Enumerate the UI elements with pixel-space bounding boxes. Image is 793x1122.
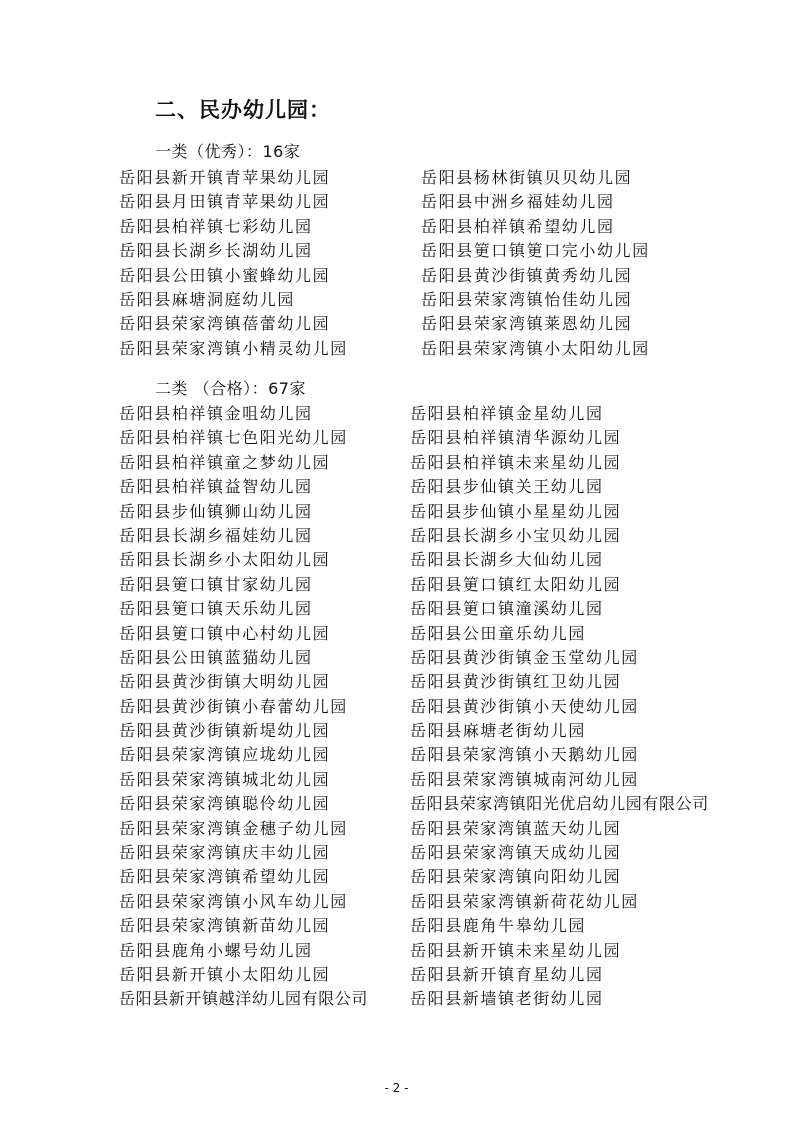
list-item: 岳阳县荣家湾镇天成幼儿园 <box>410 843 622 863</box>
list-item: 岳阳县新开镇小太阳幼儿园 <box>119 964 331 984</box>
list-item: 岳阳县柏祥镇希望幼儿园 <box>421 216 615 236</box>
list-item: 岳阳县公田镇蓝猫幼儿园 <box>119 647 313 667</box>
category-2-right-column <box>410 402 709 1012</box>
list-item: 岳阳县荣家湾镇小太阳幼儿园 <box>421 338 650 358</box>
category-1-right-column <box>421 166 650 361</box>
list-item: 岳阳县荣家湾镇小天鹅幼儿园 <box>410 745 639 765</box>
section-heading: 二、民办幼儿园： <box>155 98 331 122</box>
list-item: 岳阳县麻塘洞庭幼儿园 <box>119 289 296 309</box>
list-item: 岳阳县步仙镇小星星幼儿园 <box>410 501 622 521</box>
category-1-left-column <box>119 166 348 361</box>
list-item: 岳阳县荣家湾镇新荷花幼儿园 <box>410 891 639 911</box>
list-item: 岳阳县筻口镇天乐幼儿园 <box>119 599 313 619</box>
list-item: 岳阳县荣家湾镇向阳幼儿园 <box>410 867 622 887</box>
list-item: 岳阳县荣家湾镇应垅幼儿园 <box>119 745 331 765</box>
list-item: 岳阳县筻口镇红太阳幼儿园 <box>410 574 622 594</box>
list-item: 岳阳县步仙镇关王幼儿园 <box>410 477 604 497</box>
list-item: 岳阳县柏祥镇七色阳光幼儿园 <box>119 428 348 448</box>
list-item: 岳阳县柏祥镇童之梦幼儿园 <box>119 452 331 472</box>
list-item: 岳阳县长湖乡小太阳幼儿园 <box>119 550 331 570</box>
list-item: 岳阳县荣家湾镇怡佳幼儿园 <box>421 289 633 309</box>
list-item: 岳阳县柏祥镇金星幼儿园 <box>410 404 604 423</box>
list-item: 岳阳县荣家湾镇聪伶幼儿园 <box>119 794 331 814</box>
list-item: 岳阳县新开镇越洋幼儿园有限公司 <box>119 989 369 1009</box>
list-item: 岳阳县中洲乡福娃幼儿园 <box>421 192 615 212</box>
list-item: 岳阳县黄沙街镇大明幼儿园 <box>119 672 331 692</box>
list-item: 岳阳县荣家湾镇新苗幼儿园 <box>119 916 331 936</box>
list-item: 岳阳县长湖乡福娃幼儿园 <box>119 525 313 545</box>
list-item: 岳阳县荣家湾镇蓝天幼儿园 <box>410 818 622 838</box>
list-item: 岳阳县月田镇青苹果幼儿园 <box>119 192 331 212</box>
list-item: 岳阳县柏祥镇清华源幼儿园 <box>410 428 622 448</box>
category-2-left-column <box>119 402 368 1012</box>
list-item: 岳阳县荣家湾镇小风车幼儿园 <box>119 891 348 911</box>
list-item: 岳阳县荣家湾镇小精灵幼儿园 <box>119 338 348 358</box>
list-item: 岳阳县步仙镇狮山幼儿园 <box>119 501 313 521</box>
list-item: 岳阳县筻口镇甘家幼儿园 <box>119 574 313 594</box>
list-item: 岳阳县筻口镇筻口完小幼儿园 <box>421 241 650 261</box>
list-item: 岳阳县黄沙街镇新堤幼儿园 <box>119 721 331 741</box>
list-item: 岳阳县荣家湾镇城南河幼儿园 <box>410 769 639 789</box>
list-item: 岳阳县黄沙街镇红卫幼儿园 <box>410 672 622 692</box>
list-item: 岳阳县麻塘老街幼儿园 <box>410 721 587 741</box>
list-item: 岳阳县公田镇小蜜蜂幼儿园 <box>119 265 331 285</box>
page-number: - 2 - <box>384 1081 409 1095</box>
list-item: 岳阳县长湖乡大仙幼儿园 <box>410 550 604 570</box>
list-item: 岳阳县新开镇未来星幼儿园 <box>410 940 622 960</box>
list-item: 岳阳县新开镇青苹果幼儿园 <box>119 168 331 187</box>
list-item: 岳阳县柏祥镇未来星幼儿园 <box>410 452 622 472</box>
list-item: 岳阳县荣家湾镇希望幼儿园 <box>119 867 331 887</box>
list-item: 岳阳县荣家湾镇阳光优启幼儿园有限公司 <box>410 794 709 814</box>
list-item: 岳阳县荣家湾镇金穗子幼儿园 <box>119 818 348 838</box>
list-item: 岳阳县长湖乡长湖幼儿园 <box>119 241 313 261</box>
list-item: 岳阳县柏祥镇益智幼儿园 <box>119 477 313 497</box>
list-item: 岳阳县黄沙街镇黄秀幼儿园 <box>421 265 633 285</box>
list-item: 岳阳县黄沙街镇小春蕾幼儿园 <box>119 696 348 716</box>
list-item: 岳阳县新墙镇老街幼儿园 <box>410 989 604 1009</box>
category-1-label: 一类（优秀）：16家 <box>155 142 301 161</box>
list-item: 岳阳县筻口镇潼溪幼儿园 <box>410 599 604 619</box>
list-item: 岳阳县黄沙街镇金玉堂幼儿园 <box>410 647 639 667</box>
list-item: 岳阳县柏祥镇七彩幼儿园 <box>119 216 313 236</box>
list-item: 岳阳县鹿角小螺号幼儿园 <box>119 940 313 960</box>
category-2-label: 二类 （合格）：67家 <box>155 379 306 398</box>
list-item: 岳阳县杨林街镇贝贝幼儿园 <box>421 168 633 187</box>
list-item: 岳阳县黄沙街镇小天使幼儿园 <box>410 696 639 716</box>
list-item: 岳阳县荣家湾镇莱恩幼儿园 <box>421 314 633 334</box>
list-item: 岳阳县鹿角牛皋幼儿园 <box>410 916 587 936</box>
list-item: 岳阳县荣家湾镇城北幼儿园 <box>119 769 331 789</box>
list-item: 岳阳县荣家湾镇蓓蕾幼儿园 <box>119 314 331 334</box>
list-item: 岳阳县新开镇育星幼儿园 <box>410 964 604 984</box>
list-item: 岳阳县筻口镇中心村幼儿园 <box>119 623 331 643</box>
list-item: 岳阳县长湖乡小宝贝幼儿园 <box>410 525 622 545</box>
list-item: 岳阳县公田童乐幼儿园 <box>410 623 587 643</box>
list-item: 岳阳县荣家湾镇庆丰幼儿园 <box>119 843 331 863</box>
list-item: 岳阳县柏祥镇金咀幼儿园 <box>119 404 313 423</box>
